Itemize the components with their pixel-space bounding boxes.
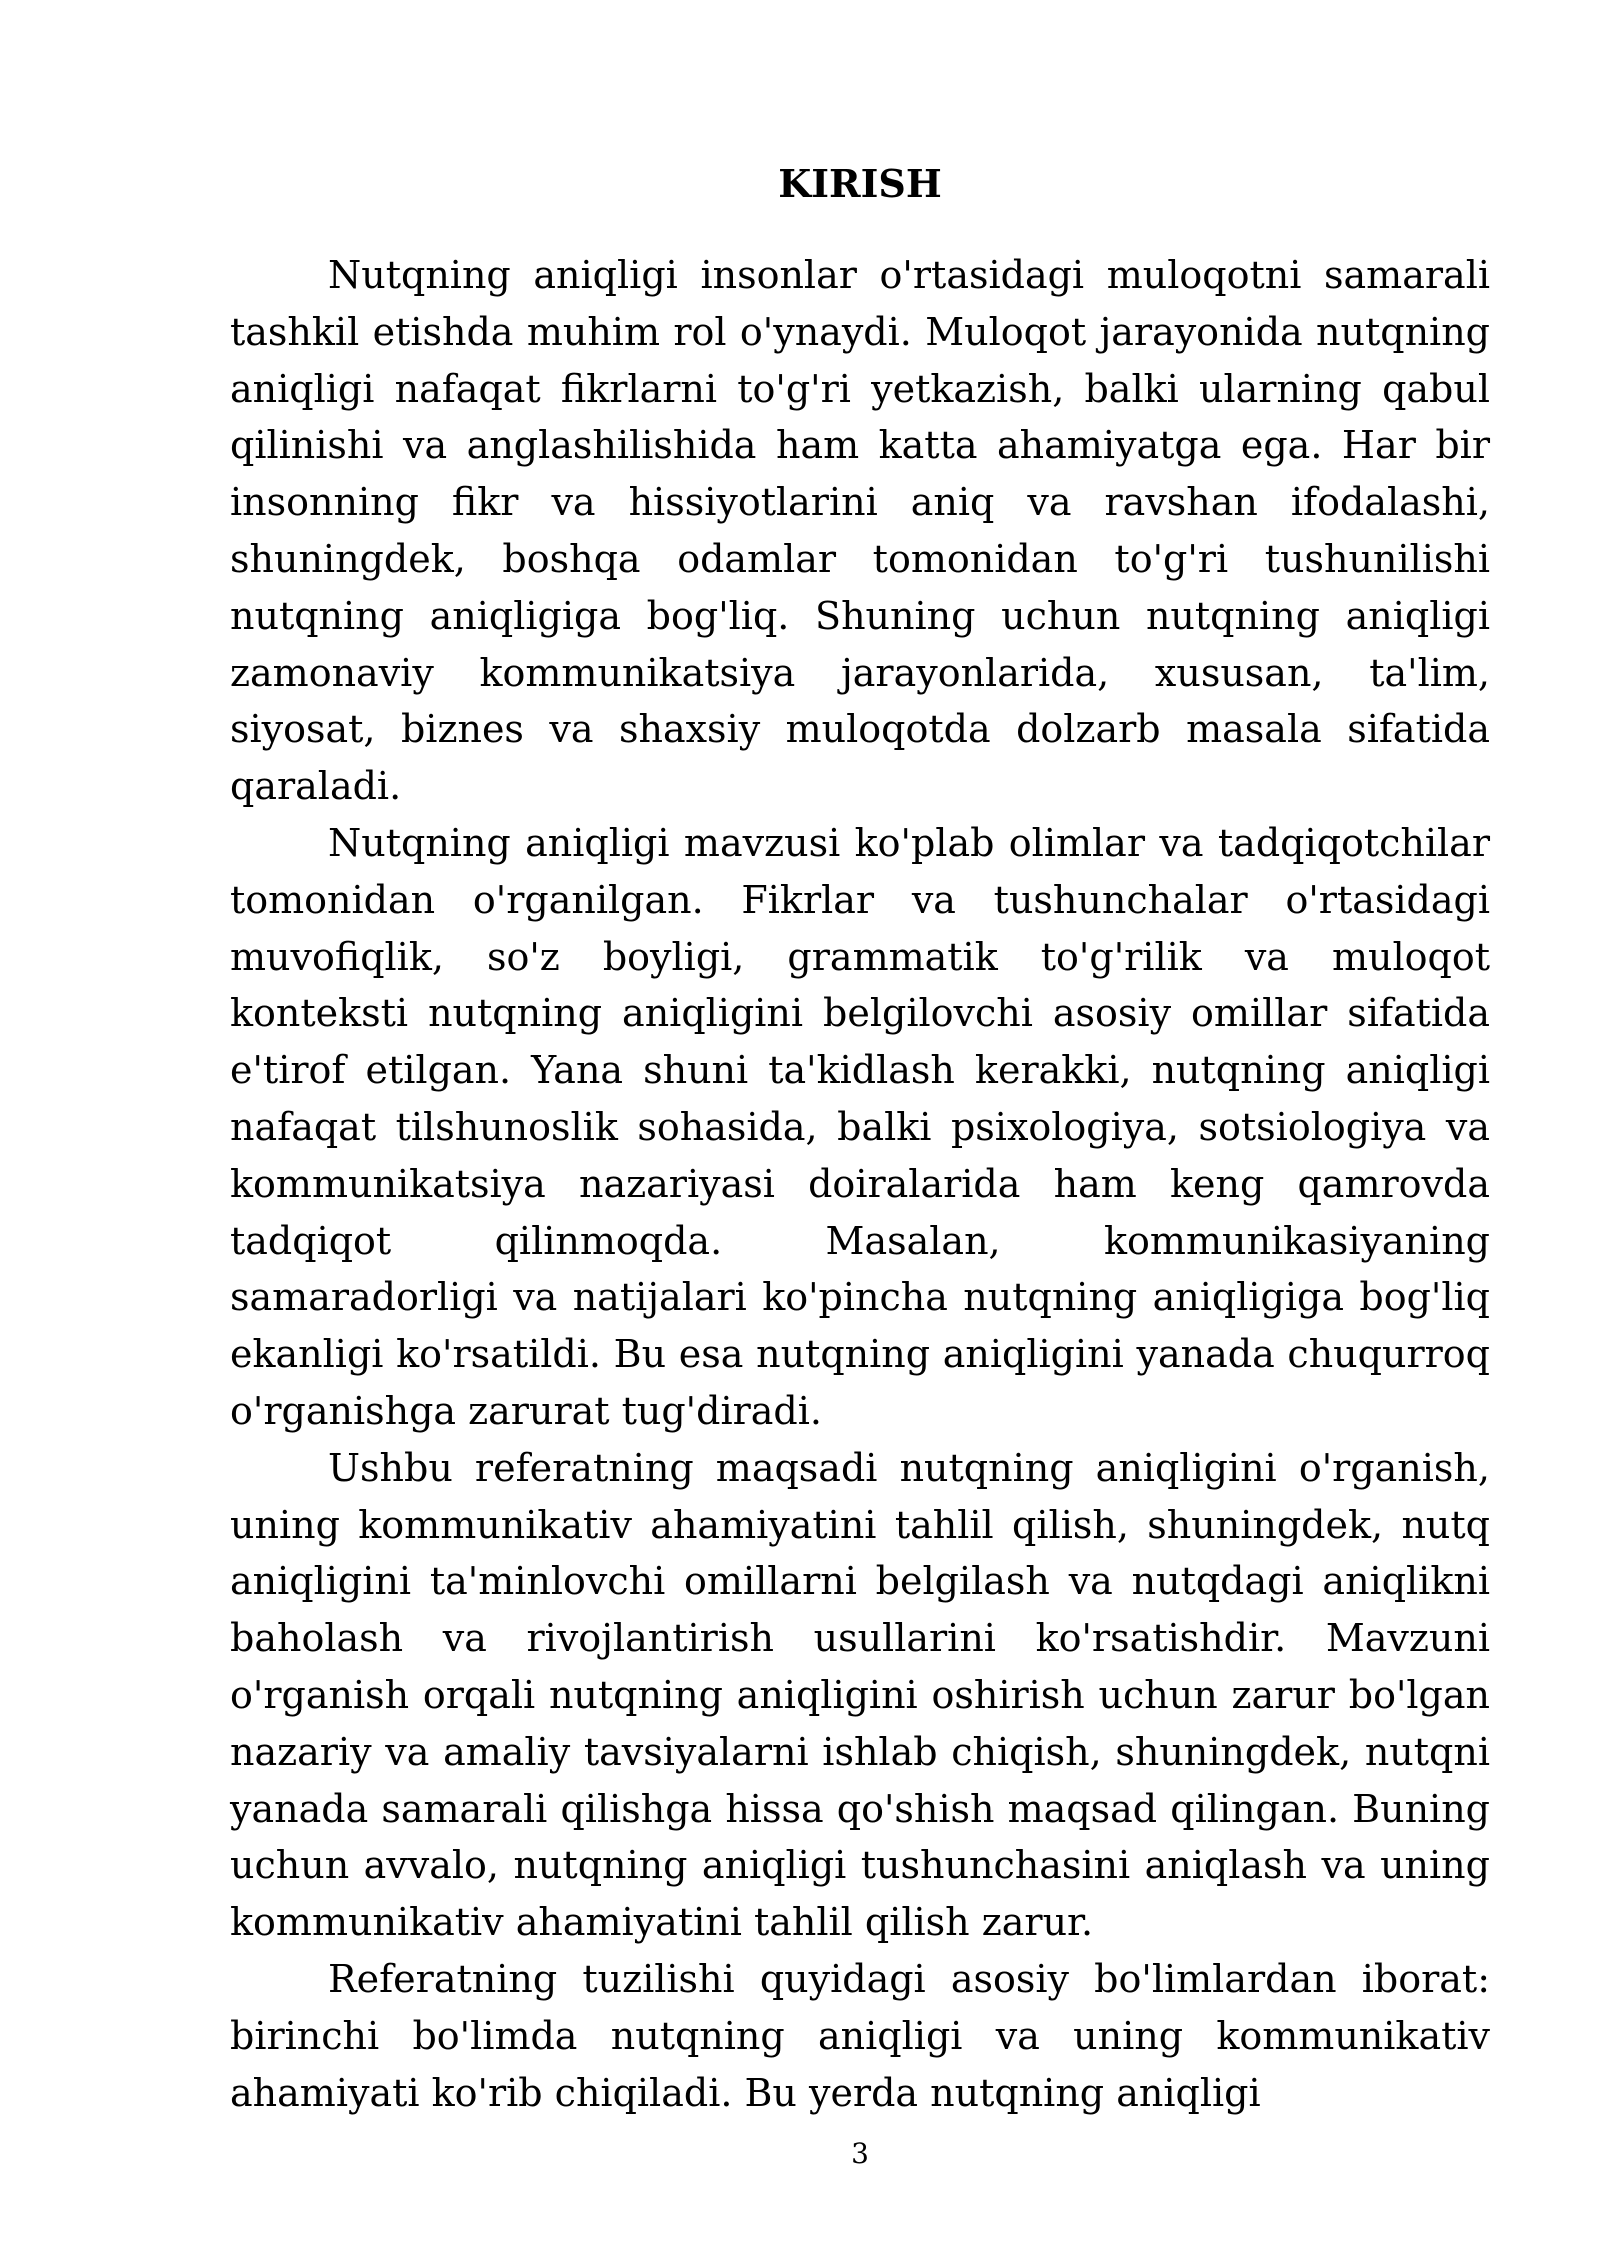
page-number: 3 (851, 2137, 869, 2170)
paragraph: Nutqning aniqligi mavzusi ko'plab olimlar va tadqiqotchilar tomonidan o'rganilgan. Fikrlar va tushunchalar o'rtasidagi muvofiqlik, so'z boyligi, grammatik to'g'rilik va muloqot konteksti nutqning aniqligini belgilovchi asosiy omillar sifatida e'tirof etilgan. Yana shuni ta'kidlash kerakki, nutqning aniqligi nafaqat tilshunoslik sohasida, balki psixologiya, sotsiologiya va kommunikatsiya nazariyasi doiralarida ham keng qamrovda tadqiqot qilinmoqda. Masalan, kommunikasiyaning samaradorligi va natijalari ko'pincha nutqning aniqligiga bog'liq ekanligi ko'rsatildi. Bu esa nutqning aniqligini yanada chuqurroq o'rganishga zarurat tug'diradi. (230, 820, 1490, 1433)
section-heading: KIRISH (778, 161, 942, 206)
paragraph: Nutqning aniqligi insonlar o'rtasidagi muloqotni samarali tashkil etishda muhim rol o'ynaydi. Muloqot jarayonida nutqning aniqligi nafaqat fikrlarni to'g'ri yetkazish, balki ularning qabul qilinishi va anglashilishida ham katta ahamiyatga ega. Har bir insonning fikr va hissiyotlarini aniq va ravshan ifodalashi, shuningdek, boshqa odamlar tomonidan to'g'ri tushunilishi nutqning aniqligiga bog'liq. Shuning uchun nutqning aniqligi zamonaviy kommunikatsiya jarayonlarida, xususan, ta'lim, siyosat, biznes va shaxsiy muloqotda dolzarb masala sifatida qaraladi. (230, 253, 1490, 809)
body-text (230, 247, 1490, 2121)
paragraph: Referatning tuzilishi quyidagi asosiy bo'limlardan iborat: birinchi bo'limda nutqning aniqligi va uning kommunikativ ahamiyati ko'rib chiqiladi. Bu yerda nutqning aniqligi (230, 1956, 1490, 2115)
paragraph: Ushbu referatning maqsadi nutqning aniqligini o'rganish, uning kommunikativ ahamiyatini tahlil qilish, shuningdek, nutq aniqligini ta'minlovchi omillarni belgilash va nutqdagi aniqlikni baholash va rivojlantirish usullarini ko'rsatishdir. Mavzuni o'rganish orqali nutqning aniqligini oshirish uchun zarur bo'lgan nazariy va amaliy tavsiyalarni ishlab chiqish, shuningdek, nutqni yanada samarali qilishga hissa qo'shish maqsad qilingan. Buning uchun avvalo, nutqning aniqligi tushunchasini aniqlash va uning kommunikativ ahamiyatini tahlil qilish zarur. (230, 1445, 1490, 1945)
